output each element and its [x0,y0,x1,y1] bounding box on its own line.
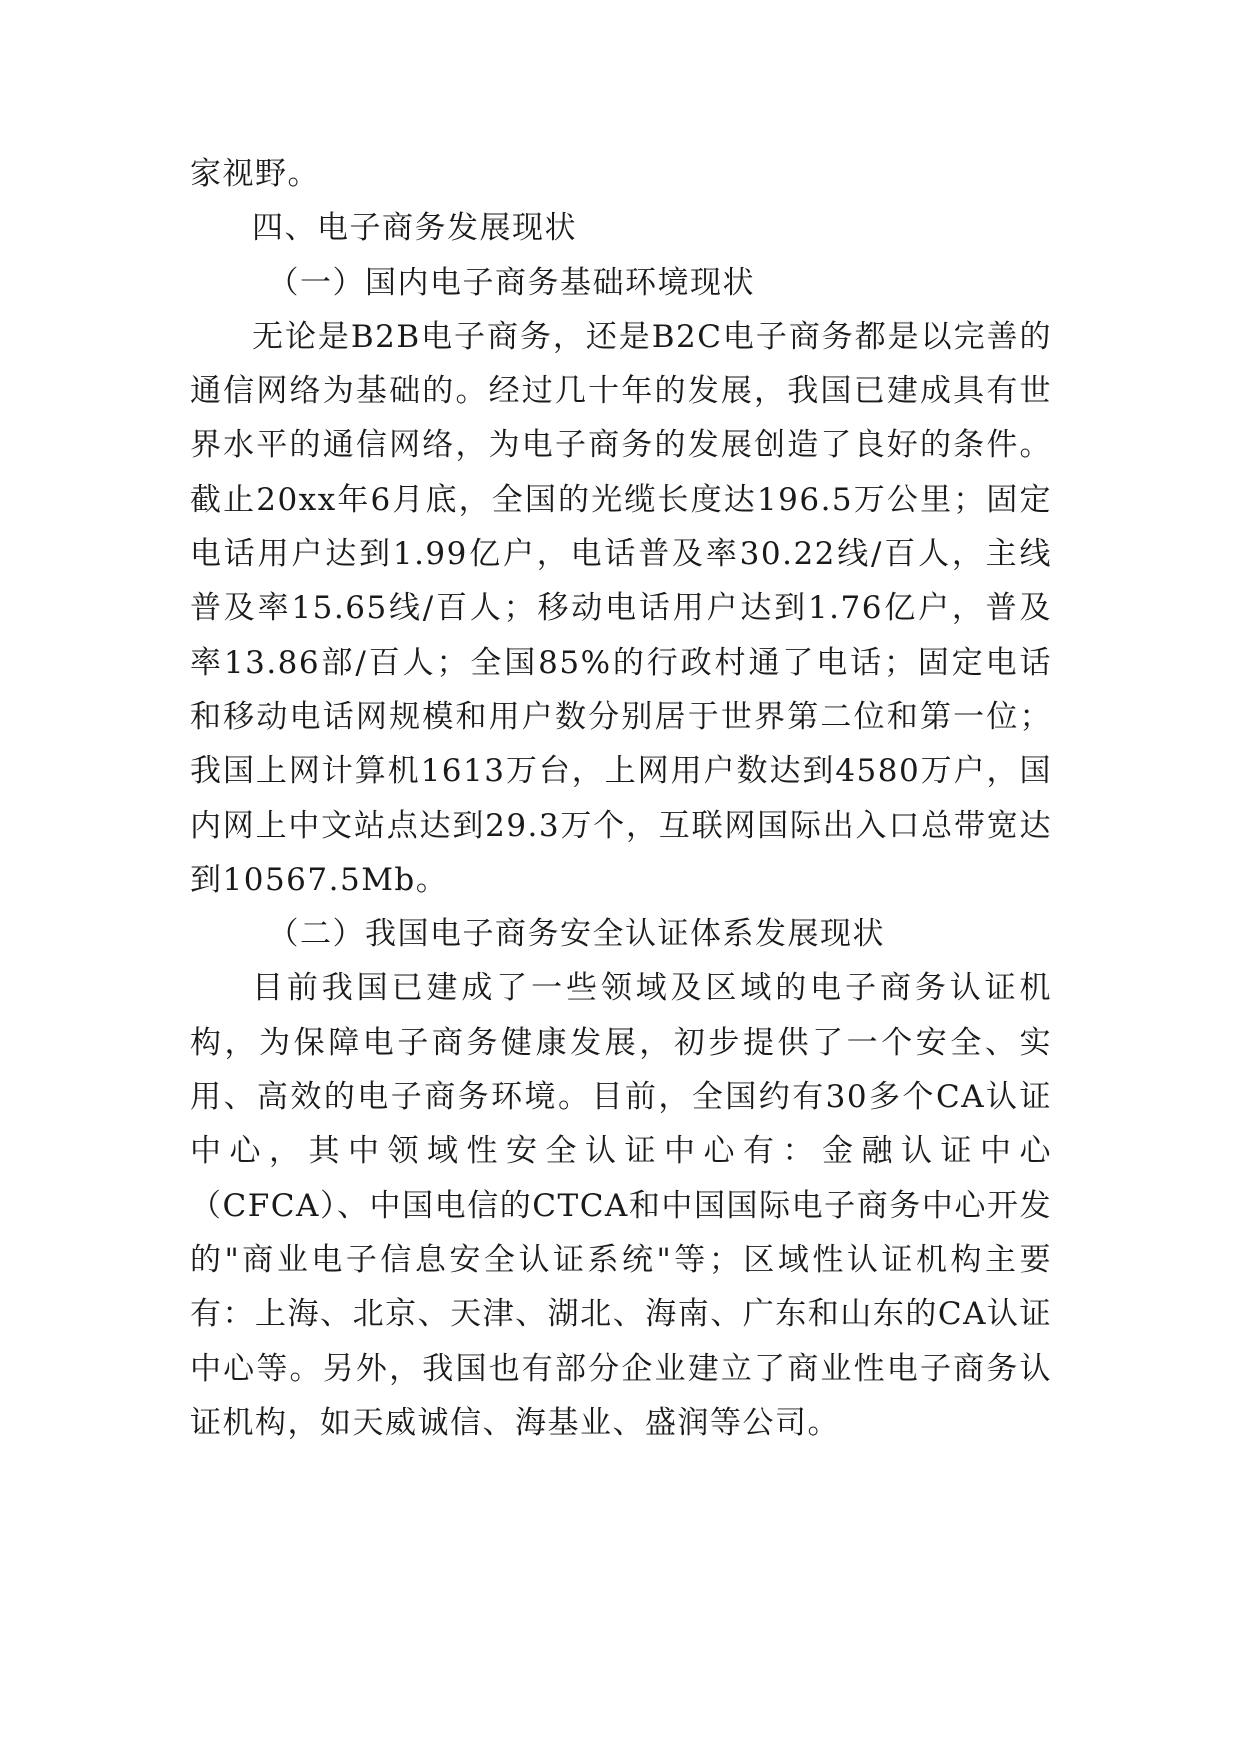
document-body [190,147,1052,1450]
section-heading: 四、电子商务发展现状 [252,210,577,247]
subsection-heading-1: （一）国内电子商务基础环境现状 [267,264,755,301]
body-paragraph-1: 无论是B2B电子商务，还是B2C电子商务都是以完善的通信网络为基础的。经过几十年的发展，我国已建成具有世界水平的通信网络，为电子商务的发展创造了良好的条件。截止20xx年6月底，全国的光缆长度达196.5万公里；固定电话用户达到1.99亿户，电话普及率30.22线/百人，主线普及率15.65线/百人；移动电话用户达到1.76亿户，普及率13.86部/百人；全国85%的行政村通了电话；固定电话和移动电话网规模和用户数分别居于世界第二位和第一位；我国上网计算机1613万台，上网用户数达到4580万户，国内网上中文站点达到29.3万个，互联网国际出入口总带宽达到10567.5Mb。 [190,318,1052,898]
subsection-heading-2: （二）我国电子商务安全认证体系发展现状 [267,916,885,953]
continuation-paragraph: 家视野。 [190,156,320,192]
body-paragraph-2: 目前我国已建成了一些领域及区域的电子商务认证机构，为保障电子商务健康发展，初步提供了一个安全、实用、高效的电子商务环境。目前，全国约有30多个CA认证中心，其中领域性安全认证中心有：金融认证中心（CFCA）、中国电信的CTCA和中国国际电子商务中心开发的"商业电子信息安全认证系统"等；区域性认证机构主要有：上海、北京、天津、湖北、海南、广东和山东的CA认证中心等。另外，我国也有部分企业建立了商业性电子商务认证机构，如天威诚信、海基业、盛润等公司。 [190,970,1052,1441]
